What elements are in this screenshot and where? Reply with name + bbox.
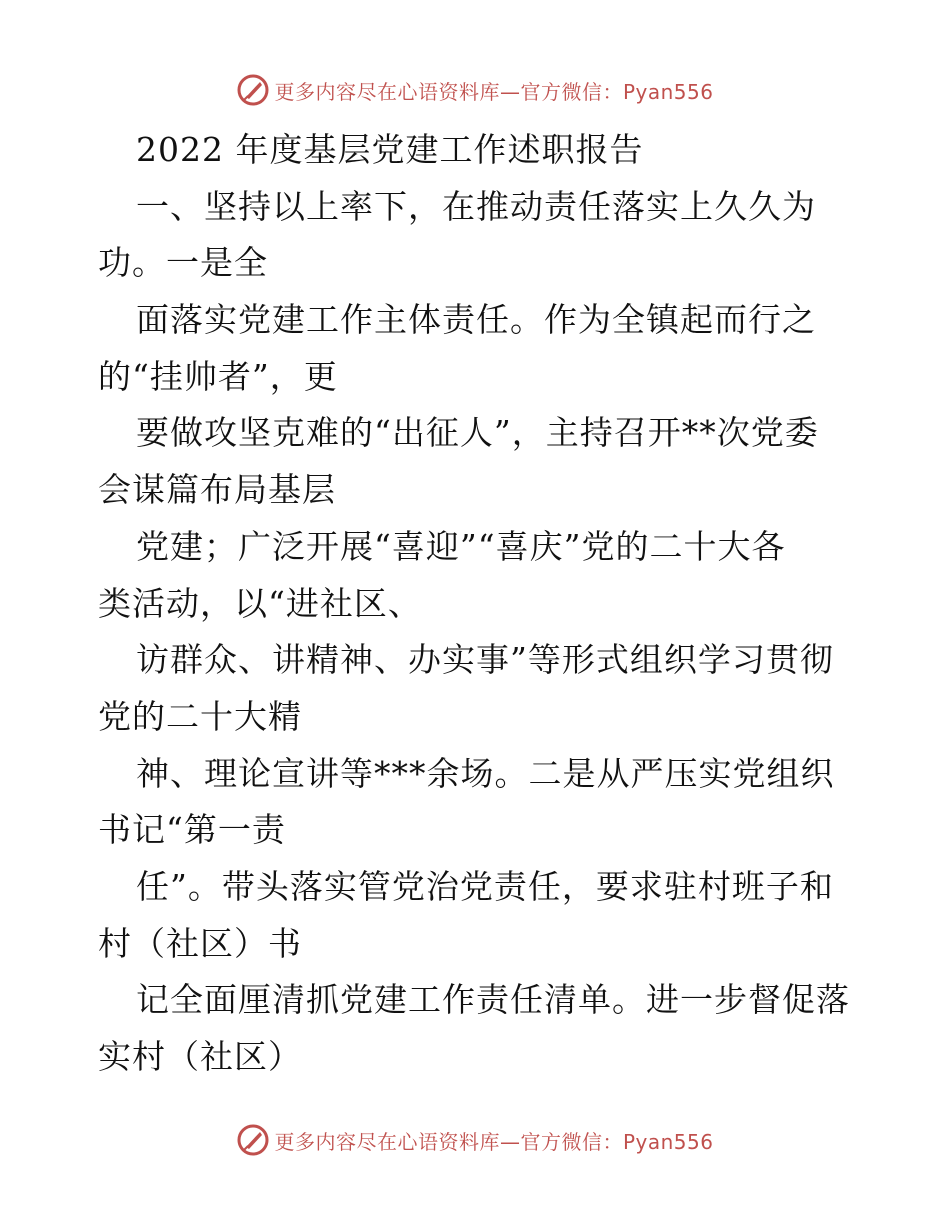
- text-line: 会谋篇布局基层: [98, 470, 336, 510]
- text-line: 任”。带头落实管党治党责任，要求驻村班子和: [136, 866, 834, 906]
- text-line: 功。一是全: [98, 243, 268, 283]
- text-line: 一、坚持以上率下，在推动责任落实上久久为: [136, 186, 816, 226]
- watermark-footer: [0, 1120, 950, 1160]
- text-line: 记全面厘清抓党建工作责任清单。进一步督促落: [136, 980, 850, 1020]
- text-line: 的“挂帅者”，更: [98, 356, 338, 396]
- text-line: 村（社区）书: [98, 923, 302, 963]
- text-line: 实村（社区）: [98, 1037, 302, 1076]
- quill-logo-icon: [236, 73, 270, 107]
- text-line: 访群众、讲精神、办实事”等形式组织学习贯彻: [136, 640, 834, 680]
- text-line: 党建；广泛开展“喜迎”“喜庆”党的二十大各: [136, 526, 786, 566]
- text-line: 书记“第一责: [98, 810, 286, 850]
- text-line: 党的二十大精: [98, 696, 302, 736]
- quill-logo-icon: [236, 1123, 270, 1157]
- watermark-text: 更多内容尽在心语资料库—官方微信：Pyan556: [274, 79, 714, 104]
- text-line: 要做攻坚克难的“出征人”，主持召开**次党委: [136, 413, 819, 453]
- watermark-text: 更多内容尽在心语资料库—官方微信：Pyan556: [274, 1129, 714, 1154]
- document-body: [98, 122, 858, 1086]
- text-line: 神、理论宣讲等***余场。二是从严压实党组织: [136, 753, 835, 793]
- text-line: 类活动，以“进社区、: [98, 583, 422, 623]
- text-line: 面落实党建工作主体责任。作为全镇起而行之: [136, 300, 816, 340]
- document-title: 2022 年度基层党建工作述职报告: [136, 130, 644, 169]
- watermark-header: [0, 70, 950, 110]
